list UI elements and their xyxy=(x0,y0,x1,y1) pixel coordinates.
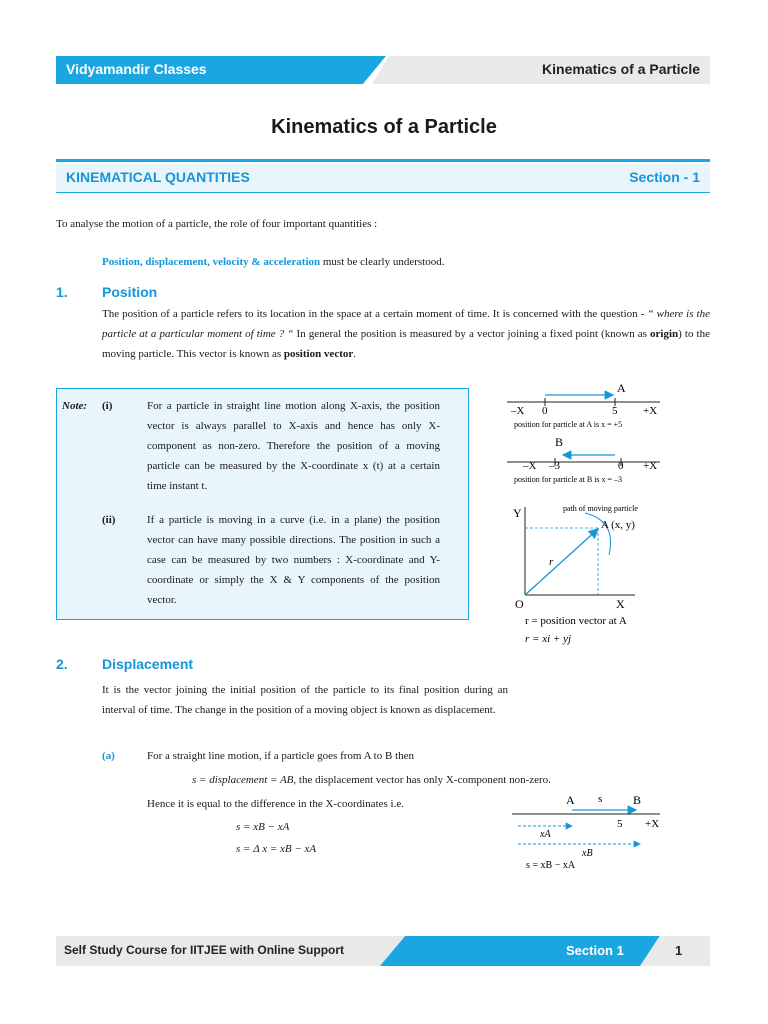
note-item-ii-text: If a particle is moving in a curve (i.e. in a plane) the position vector can have many possible directions. The position in such a case can be measured by two numbers : X-coordinate and Y-coordinate or simply the X & Y components of the position vector. xyxy=(147,514,440,606)
note-item-i-text: For a particle in straight line motion along X-axis, the position vector is always parallel to X-axis and hence has only X-component as non-zero. Therefore the position of a moving particle can be measured by the X-coordinate x (t) at a certain time instant t. xyxy=(147,400,440,492)
label-a: A xyxy=(617,381,626,395)
point-label: A (x, y) xyxy=(601,519,635,531)
position-text-5: ) to the moving particle. This vector is known as xyxy=(102,328,710,360)
label-posx-1: +X xyxy=(643,405,658,417)
intro-text: To analyse the motion of a particle, the role of four important quantities : xyxy=(56,218,378,230)
fig3-label-xa: xA xyxy=(540,829,551,840)
quantities-highlight: Position, displacement, velocity & acceleration xyxy=(102,256,321,268)
page-title: Kinematics of a Particle xyxy=(271,116,497,138)
label-negx-1: –X xyxy=(511,405,525,417)
position-text-1: The position of a particle refers to its location in the space at a certain moment of time. It is concerned with the question - xyxy=(102,308,648,320)
label-x-axis: X xyxy=(616,597,625,611)
note-item-ii-label: (ii) xyxy=(102,514,116,526)
position-text-3: In general the position is measured by a vector joining a fixed point (known as xyxy=(293,328,651,340)
fig3-label-a: A xyxy=(566,793,575,807)
label-negx-2: –X xyxy=(523,460,537,472)
header-chapter: Kinematics of a Particle xyxy=(542,61,700,77)
displacement-figure xyxy=(510,790,705,875)
fig3-label-five: 5 xyxy=(617,818,623,830)
path-label: path of moving particle xyxy=(563,504,638,513)
quantities-rest: must be clearly understood. xyxy=(320,256,445,268)
section-bar-top-line xyxy=(56,159,710,162)
label-zero-2: 0 xyxy=(618,460,624,472)
displacement-text: It is the vector joining the initial position of the particle to its final position during an interval of time. The change in the position of a moving object is known as displacement. xyxy=(102,684,508,716)
label-y-axis: Y xyxy=(513,506,522,520)
s-line xyxy=(192,770,551,790)
fig3-label-s: s xyxy=(598,793,603,805)
label-five: 5 xyxy=(612,405,618,417)
label-b: B xyxy=(555,435,564,449)
label-origin: O xyxy=(515,597,524,611)
displacement-heading: Displacement xyxy=(102,656,194,672)
fig3-label-b: B xyxy=(633,793,642,807)
fig3-label-xb: xB xyxy=(582,848,593,859)
hence-text: Hence it is equal to the difference in the X-coordinates i.e. xyxy=(147,798,404,810)
displacement-number: 2. xyxy=(56,656,68,672)
s-line-rest: the displacement vector has only X-component non-zero. xyxy=(296,774,551,786)
section-title: KINEMATICAL QUANTITIES xyxy=(66,169,250,185)
position-vector-figure xyxy=(505,495,705,655)
number-line-figure xyxy=(505,378,705,488)
position-text-7: . xyxy=(353,348,356,360)
position-heading: Position xyxy=(102,284,158,300)
origin-term: origin xyxy=(650,328,679,340)
footer-course: Self Study Course for IITJEE with Online Support xyxy=(64,943,345,957)
equation-2: s = Δ x = xB − xA xyxy=(236,843,317,855)
section-bar-bottom-line xyxy=(56,192,710,193)
label-posx-2: +X xyxy=(643,460,658,472)
position-number: 1. xyxy=(56,284,68,300)
quantities-line xyxy=(102,252,444,272)
item-a-text: For a straight line motion, if a particle goes from A to B then xyxy=(147,750,415,762)
fig3-caption: s = xB − xA xyxy=(526,860,576,871)
caption-position-vector: r = position vector at A xyxy=(525,615,627,627)
note-item-i-label: (i) xyxy=(102,400,113,412)
fig3-label-posx: +X xyxy=(645,818,660,830)
item-a-label: (a) xyxy=(102,750,115,762)
footer-section: Section 1 xyxy=(566,943,624,958)
caption-a: position for particle at A is x = +5 xyxy=(514,420,623,429)
position-vector-arrow xyxy=(525,529,598,595)
position-question: “ where is the particle at a particular moment of time ? “ xyxy=(102,308,710,340)
label-zero-1: 0 xyxy=(542,405,548,417)
r-label: r xyxy=(549,556,554,568)
note-label: Note: xyxy=(62,400,88,412)
caption-components: r = xi + yj xyxy=(525,633,572,645)
position-paragraph xyxy=(102,304,710,364)
header-brand: Vidyamandir Classes xyxy=(66,61,207,77)
section-number: Section - 1 xyxy=(629,169,700,185)
caption-b: position for particle at B is x = –3 xyxy=(514,475,623,484)
label-neg3: –3 xyxy=(549,460,560,472)
position-vector-term: position vector xyxy=(283,348,354,360)
s-definition: s = displacement = AB, xyxy=(192,774,297,786)
equation-1: s = xB − xA xyxy=(236,821,290,833)
page-number: 1 xyxy=(675,943,683,958)
